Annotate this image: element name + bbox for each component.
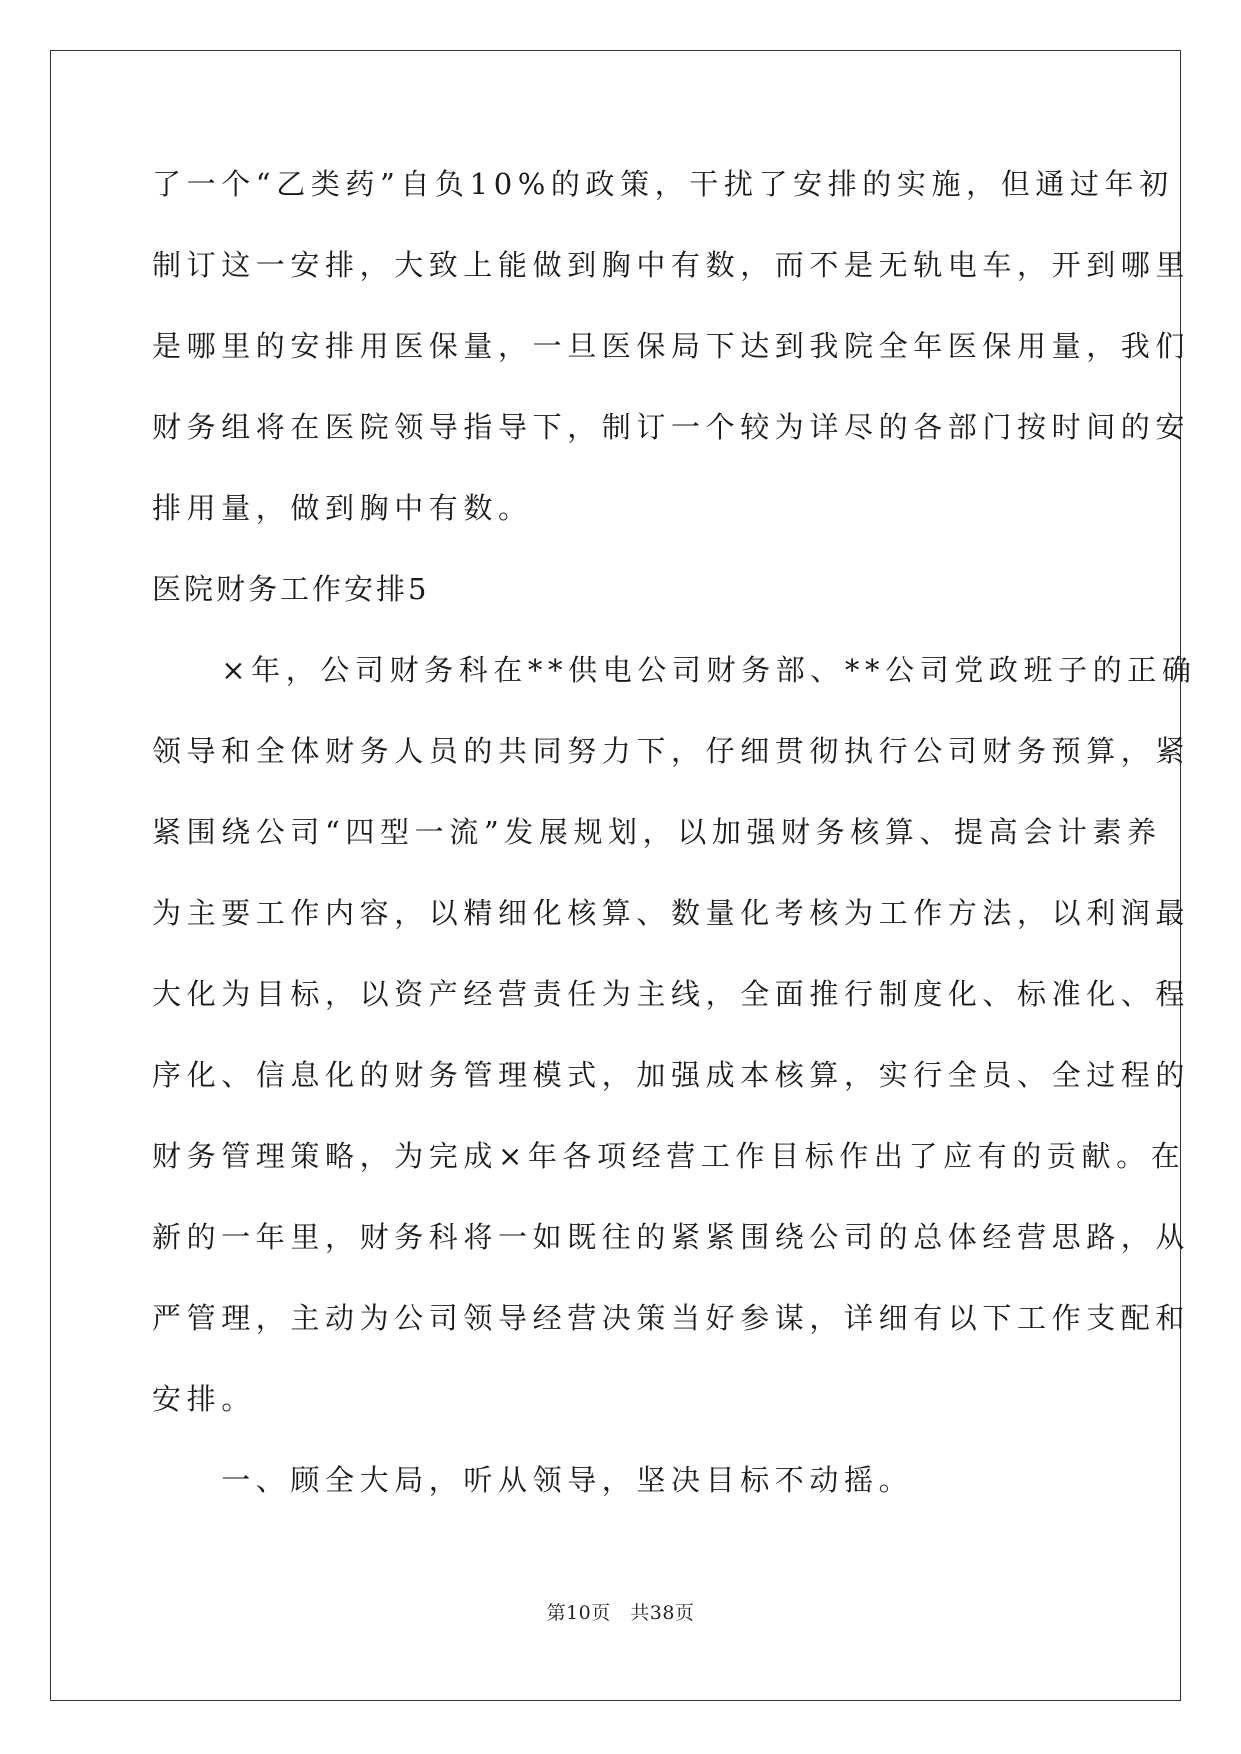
paragraph-line: 一、顾全大局，听从领导，坚决目标不动摇。 — [152, 1463, 914, 1497]
paragraph-line: 排用量，做到胸中有数。 — [152, 491, 533, 525]
paragraph-line: 序化、信息化的财务管理模式，加强成本核算，实行全员、全过程的 — [152, 1058, 1191, 1092]
paragraph-line: 是哪里的安排用医保量，一旦医保局下达到我院全年医保用量，我们 — [152, 329, 1191, 363]
document-body — [152, 156, 1197, 1533]
paragraph-line: 紧围绕公司“四型一流”发展规划，以加强财务核算、提高会计素养 — [152, 815, 1162, 849]
paragraph-line: ×年，公司财务科在**供电公司财务部、**公司党政班子的正确 — [152, 653, 1197, 687]
paragraph-line: 为主要工作内容，以精细化核算、数量化考核为工作方法，以利润最 — [152, 896, 1191, 930]
paragraph-line: 领导和全体财务人员的共同努力下，仔细贯彻执行公司财务预算，紧 — [152, 734, 1191, 768]
paragraph-line: 大化为目标，以资产经营责任为主线，全面推行制度化、标准化、程 — [152, 977, 1191, 1011]
paragraph-line: 财务管理策略，为完成×年各项经营工作目标作出了应有的贡献。在 — [152, 1139, 1186, 1173]
page-number-footer: 第10页 共38页 — [546, 1602, 695, 1624]
paragraph-line: 了一个“乙类药”自负10%的政策，干扰了安排的实施，但通过年初 — [152, 167, 1174, 201]
paragraph-line: 制订这一安排，大致上能做到胸中有数，而不是无轨电车，开到哪里 — [152, 248, 1191, 282]
paragraph-line: 财务组将在医院领导指导下，制订一个较为详尽的各部门按时间的安 — [152, 410, 1191, 444]
paragraph-line: 严管理，主动为公司领导经营决策当好参谋，详细有以下工作支配和 — [152, 1301, 1191, 1335]
paragraph-line: 安排。 — [152, 1382, 256, 1416]
section-heading: 医院财务工作安排5 — [152, 572, 430, 606]
paragraph-line: 新的一年里，财务科将一如既往的紧紧围绕公司的总体经营思路，从 — [152, 1220, 1191, 1254]
